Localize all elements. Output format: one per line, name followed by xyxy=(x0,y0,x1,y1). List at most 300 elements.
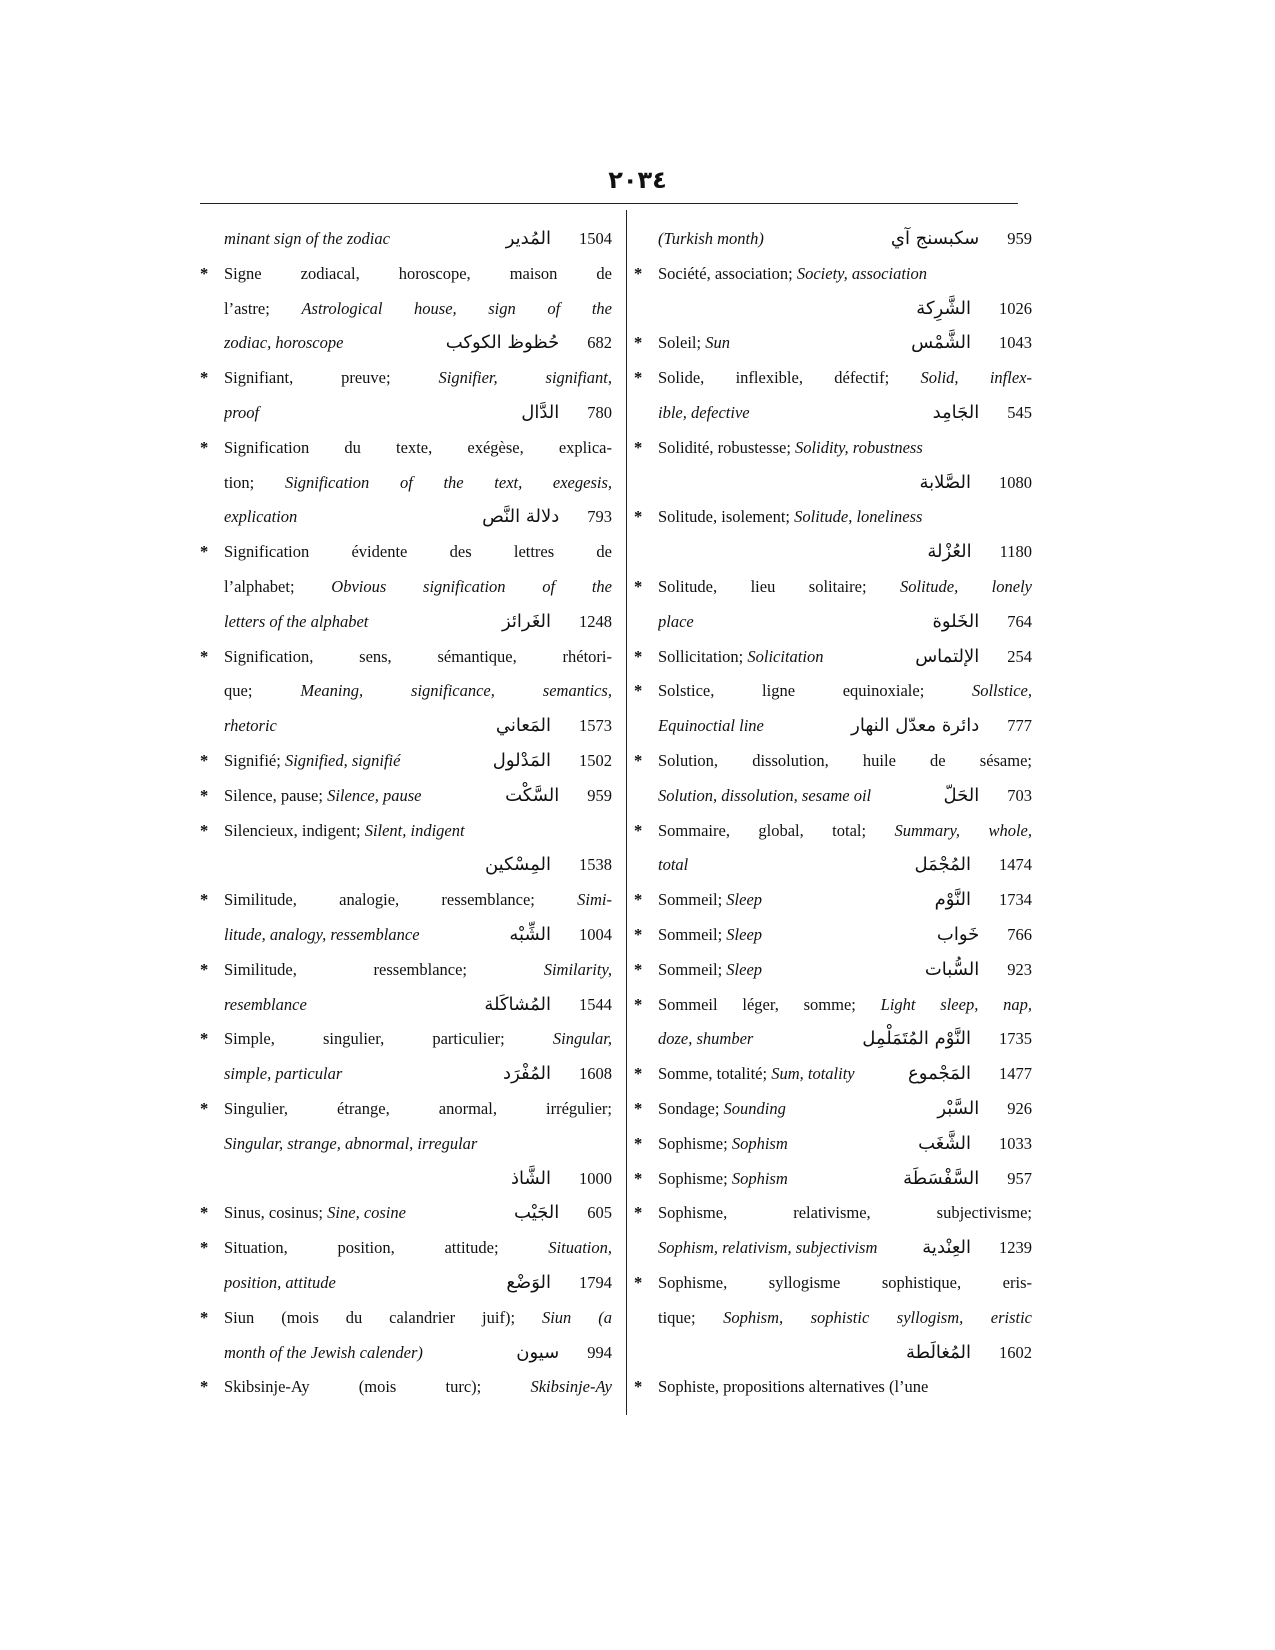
entry-line xyxy=(200,1162,612,1197)
column-divider xyxy=(626,210,627,1415)
entry-text xyxy=(658,848,900,883)
french-text: Siun (mois du calandrier juif); xyxy=(224,1307,542,1327)
english-text: Singular, strange, abnormal, irregular xyxy=(224,1133,478,1153)
french-text: Sommeil; xyxy=(658,924,727,944)
english-text: rhetoric xyxy=(224,716,277,736)
entry-text xyxy=(224,1092,612,1127)
entry-line xyxy=(200,466,612,501)
entry-bullet: * xyxy=(200,785,209,805)
french-text: l’astre; xyxy=(224,298,302,318)
french-text: Sophisme, syllogisme sophistique, eris- xyxy=(658,1272,1032,1292)
entry-line xyxy=(200,1336,612,1371)
arabic-term: الشَّاذ xyxy=(510,1167,551,1189)
arabic-term: المَجْموع xyxy=(908,1063,971,1085)
arabic-term: السَّفْسَطَة xyxy=(903,1167,980,1189)
entry-bullet: * xyxy=(200,263,209,283)
english-text: Sleep xyxy=(726,924,763,944)
english-text: minant sign of the zodiac xyxy=(224,229,390,248)
entry-text xyxy=(658,779,930,814)
entry-line xyxy=(200,396,612,431)
french-text: Sophisme; xyxy=(658,1168,732,1188)
reference-number: 764 xyxy=(1007,611,1032,631)
french-text: Similitude, ressemblance; xyxy=(224,959,544,979)
entry-bullet: * xyxy=(200,1098,209,1118)
entry-line xyxy=(200,640,612,675)
entry-line xyxy=(200,883,612,918)
entry-bullet: * xyxy=(200,368,209,388)
english-text: Sum, totality xyxy=(771,1064,855,1084)
entry-line xyxy=(200,1231,612,1266)
french-text: Solution, dissolution, huile de sésame; xyxy=(658,750,1032,770)
entry-text xyxy=(224,396,507,431)
arabic-term: المُشاكَلة xyxy=(484,993,551,1015)
english-text: Sleep xyxy=(726,890,763,910)
entry-line xyxy=(634,883,1032,918)
english-text: resemblance xyxy=(224,994,307,1014)
entry-bullet: * xyxy=(634,681,643,701)
english-text: Signification of the text, exegesis, xyxy=(284,472,612,492)
entry-line xyxy=(634,1336,1032,1371)
arabic-term: المُجْمَل xyxy=(914,854,971,876)
arabic-term: دلالة النَّص xyxy=(482,506,560,528)
french-text: Sophiste, propositions alternatives (l’une xyxy=(658,1377,929,1397)
entry-text xyxy=(658,1162,889,1197)
reference-number: 1043 xyxy=(999,333,1032,353)
entry-line xyxy=(200,1127,612,1162)
entry-text xyxy=(658,640,901,675)
french-text: Solide, inflexible, défectif; xyxy=(658,368,921,388)
arabic-term: سكبسنج آي xyxy=(890,228,980,249)
entry-line xyxy=(634,814,1032,849)
left-column xyxy=(200,222,612,1405)
english-text: place xyxy=(658,611,694,631)
entry-line xyxy=(200,570,612,605)
french-text: Solitude, lieu solitaire; xyxy=(658,576,900,596)
entry-line xyxy=(634,1370,1032,1405)
english-text: ible, defective xyxy=(658,402,750,422)
entry-line xyxy=(200,222,612,257)
entry-text xyxy=(224,709,482,744)
french-text: Signification évidente des lettres de xyxy=(224,542,612,562)
reference-number: 923 xyxy=(1007,959,1032,979)
arabic-term: الجَامِد xyxy=(932,401,980,423)
entry-bullet: * xyxy=(634,924,643,944)
entry-line xyxy=(200,361,612,396)
english-text: Equinoctial line xyxy=(658,716,764,736)
english-text: Situation, xyxy=(548,1238,612,1258)
entry-line xyxy=(634,570,1032,605)
entry-text xyxy=(224,361,612,396)
english-text: Singular, xyxy=(552,1029,612,1049)
entry-text xyxy=(224,1022,612,1057)
french-text: Sommeil; xyxy=(658,959,727,979)
entry-text xyxy=(658,1057,894,1092)
reference-number: 605 xyxy=(587,1203,612,1223)
arabic-term: الغَرائز xyxy=(501,610,551,632)
french-text: que; xyxy=(224,681,301,701)
english-text: position, attitude xyxy=(224,1272,336,1292)
english-text: Sophism xyxy=(731,1168,788,1188)
entry-bullet: * xyxy=(634,646,643,666)
entry-text xyxy=(658,361,1032,396)
entry-bullet: * xyxy=(634,1203,643,1223)
reference-number: 1538 xyxy=(579,855,612,875)
english-text: simple, particular xyxy=(224,1064,343,1084)
arabic-term: الشَّغَب xyxy=(918,1132,971,1154)
french-text: Sommaire, global, total; xyxy=(658,820,895,840)
entry-text xyxy=(658,257,1032,292)
french-text: Société, association; xyxy=(658,263,797,283)
english-text: Sine, cosine xyxy=(327,1203,406,1223)
english-text: Sollstice, xyxy=(971,681,1032,701)
entry-text xyxy=(224,326,432,361)
header-rule xyxy=(200,203,1018,204)
english-text: explication xyxy=(224,507,298,527)
entry-text xyxy=(658,570,1032,605)
entry-line xyxy=(634,1092,1032,1127)
entry-line xyxy=(634,396,1032,431)
french-text: tique; xyxy=(658,1307,724,1327)
english-text: Society, association xyxy=(796,263,927,283)
english-text: Signifier, signifiant, xyxy=(438,368,612,388)
entry-line xyxy=(200,1022,612,1057)
arabic-term: المُدير xyxy=(505,228,551,249)
arabic-term: الدَّال xyxy=(521,401,560,423)
entry-line xyxy=(200,1301,612,1336)
entry-text xyxy=(224,640,612,675)
arabic-term: الشِّبْه xyxy=(509,923,551,945)
entry-line xyxy=(634,640,1032,675)
reference-number: 1080 xyxy=(999,472,1032,492)
entry-bullet: * xyxy=(634,750,643,770)
arabic-term: الصَّلابة xyxy=(919,471,971,493)
entry-bullet: * xyxy=(200,437,209,457)
reference-number: 1004 xyxy=(579,924,612,944)
entry-line xyxy=(200,674,612,709)
arabic-term: الإلتماس xyxy=(915,645,980,667)
entry-line xyxy=(634,779,1032,814)
reference-number: 1477 xyxy=(999,1064,1032,1084)
entry-text xyxy=(658,744,1032,779)
arabic-term: خَواب xyxy=(936,923,980,945)
english-text: Solid, inflex- xyxy=(920,368,1032,388)
entry-text xyxy=(224,605,488,640)
entry-line xyxy=(634,1057,1032,1092)
entry-line xyxy=(200,1370,612,1405)
entry-bullet: * xyxy=(200,1029,209,1049)
entry-line xyxy=(200,431,612,466)
french-text: Signification, sens, sémantique, rhétori- xyxy=(224,646,612,666)
entry-line xyxy=(634,918,1032,953)
right-column xyxy=(634,222,1032,1405)
entry-line xyxy=(634,744,1032,779)
entry-line xyxy=(634,1022,1032,1057)
entry-text xyxy=(658,709,837,744)
entry-text xyxy=(658,1127,904,1162)
english-text: Skibsinje-Ay xyxy=(530,1377,612,1397)
entry-text xyxy=(658,326,897,361)
entry-text xyxy=(658,1092,923,1127)
french-text: Simple, singulier, particulier; xyxy=(224,1029,553,1049)
entry-line xyxy=(634,257,1032,292)
entry-line xyxy=(200,848,612,883)
entry-bullet: * xyxy=(634,576,643,596)
entry-bullet: * xyxy=(634,959,643,979)
entry-line xyxy=(200,779,612,814)
arabic-term: السَّبْر xyxy=(937,1097,980,1119)
entry-line xyxy=(200,1266,612,1301)
entry-text xyxy=(658,918,923,953)
entry-line xyxy=(200,988,612,1023)
reference-number: 1180 xyxy=(999,542,1032,562)
entry-bullet: * xyxy=(200,820,209,840)
entry-line xyxy=(634,1162,1032,1197)
arabic-term: حُظوظ الكوكب xyxy=(445,332,560,354)
entry-line xyxy=(634,1231,1032,1266)
entry-line xyxy=(200,292,612,327)
entry-line xyxy=(634,709,1032,744)
english-text: Siun (a xyxy=(541,1307,612,1327)
reference-number: 926 xyxy=(1007,1098,1032,1118)
arabic-term: الوَضْع xyxy=(506,1271,551,1293)
reference-number: 1734 xyxy=(999,890,1032,910)
english-text: total xyxy=(658,855,689,875)
entry-text xyxy=(224,466,612,501)
entry-bullet: * xyxy=(200,750,209,770)
entry-bullet: * xyxy=(634,333,643,353)
entry-line xyxy=(200,257,612,292)
reference-number: 1794 xyxy=(579,1272,612,1292)
english-text: doze, shumber xyxy=(658,1029,754,1049)
entry-line xyxy=(634,1196,1032,1231)
french-text: Singulier, étrange, anormal, irrégulier; xyxy=(224,1098,612,1118)
french-text: l’alphabet; xyxy=(224,576,332,596)
entry-text xyxy=(658,814,1032,849)
entry-line xyxy=(634,326,1032,361)
english-text: Sounding xyxy=(723,1098,786,1118)
entry-bullet: * xyxy=(634,1098,643,1118)
entry-bullet: * xyxy=(200,542,209,562)
english-text: (Turkish month) xyxy=(658,229,764,248)
entry-bullet: * xyxy=(634,437,643,457)
english-text: Light sleep, nap, xyxy=(880,994,1032,1014)
english-text: Signified, signifié xyxy=(284,750,401,770)
entry-bullet: * xyxy=(634,1064,643,1084)
arabic-term: المَدْلول xyxy=(492,749,551,771)
entry-line xyxy=(200,814,612,849)
entry-text xyxy=(224,1370,612,1405)
arabic-term: المُفْرَد xyxy=(503,1063,551,1085)
entry-line xyxy=(200,605,612,640)
reference-number: 682 xyxy=(587,333,612,353)
entry-text xyxy=(224,292,612,327)
french-text: Silence, pause; xyxy=(224,785,328,805)
entry-text xyxy=(224,1336,502,1371)
entry-bullet: * xyxy=(200,1203,209,1223)
french-text: Signe zodiacal, horoscope, maison de xyxy=(224,263,612,283)
entry-line xyxy=(200,709,612,744)
entry-text xyxy=(658,1022,848,1057)
reference-number: 1504 xyxy=(579,229,612,248)
entry-text xyxy=(224,500,468,535)
reference-number: 545 xyxy=(1007,402,1032,422)
arabic-term: العِنْدية xyxy=(922,1237,971,1259)
french-text: Signifié; xyxy=(224,750,285,770)
reference-number: 766 xyxy=(1007,924,1032,944)
french-text: Sophisme, relativisme, subjectivisme; xyxy=(658,1203,1032,1223)
entry-text xyxy=(224,814,612,849)
arabic-term: النَّوْم xyxy=(934,889,971,911)
arabic-term: السُّبات xyxy=(924,958,980,980)
entry-text xyxy=(658,222,877,257)
english-text: Sophism, sophistic syllogism, eristic xyxy=(723,1307,1032,1327)
entry-text xyxy=(658,500,1032,535)
entry-line xyxy=(634,674,1032,709)
reference-number: 1608 xyxy=(579,1064,612,1084)
english-text: Astrological house, sign of the xyxy=(301,298,612,318)
french-text: Solitude, isolement; xyxy=(658,507,795,527)
arabic-term: دائرة معدّل النهار xyxy=(851,715,980,737)
entry-bullet: * xyxy=(634,1377,643,1397)
entry-text xyxy=(224,1301,612,1336)
english-text: Silent, indigent xyxy=(364,820,465,840)
entry-line xyxy=(634,361,1032,396)
arabic-term: الحَلّ xyxy=(943,784,980,806)
entry-text xyxy=(224,222,492,257)
english-text: Solicitation xyxy=(747,646,824,666)
french-text: Sophisme; xyxy=(658,1133,732,1153)
entry-bullet: * xyxy=(634,1133,643,1153)
french-text: Situation, position, attitude; xyxy=(224,1238,549,1258)
reference-number: 793 xyxy=(587,507,612,527)
reference-number: 1239 xyxy=(999,1238,1032,1258)
reference-number: 1502 xyxy=(579,750,612,770)
entry-bullet: * xyxy=(634,820,643,840)
entry-bullet: * xyxy=(634,994,643,1014)
reference-number: 1026 xyxy=(999,298,1032,318)
english-text: Solidity, robustness xyxy=(795,437,923,457)
entry-line xyxy=(634,1301,1032,1336)
arabic-term: النَّوْم المُتَمَلْمِل xyxy=(862,1028,971,1050)
french-text: Sollicitation; xyxy=(658,646,748,666)
entry-bullet: * xyxy=(200,959,209,979)
entry-text xyxy=(658,883,921,918)
english-text: Sophism xyxy=(731,1133,788,1153)
english-text: zodiac, horoscope xyxy=(224,333,344,353)
english-text: Similarity, xyxy=(543,959,612,979)
entry-text xyxy=(224,1196,500,1231)
entry-text xyxy=(224,744,479,779)
arabic-term: المَعاني xyxy=(495,715,551,737)
reference-number: 959 xyxy=(1007,229,1032,248)
entry-text xyxy=(658,988,1032,1023)
english-text: Obvious signification of the xyxy=(331,576,612,596)
reference-number: 777 xyxy=(1007,716,1032,736)
french-text: Soleil; xyxy=(658,333,706,353)
entry-line xyxy=(634,605,1032,640)
entry-text xyxy=(224,431,612,466)
entry-text xyxy=(658,674,1032,709)
page-number: ٢٠٣٤ xyxy=(608,166,667,194)
reference-number: 959 xyxy=(587,785,612,805)
arabic-term: سيون xyxy=(516,1341,560,1363)
entry-text xyxy=(224,257,612,292)
arabic-term: المِسْكين xyxy=(484,854,551,876)
entry-bullet: * xyxy=(634,890,643,910)
entry-line xyxy=(634,292,1032,327)
reference-number: 1573 xyxy=(579,716,612,736)
entry-line xyxy=(200,500,612,535)
entry-line xyxy=(634,535,1032,570)
entry-bullet: * xyxy=(200,1307,209,1327)
entry-bullet: * xyxy=(634,507,643,527)
english-text: Sophism, relativism, subjectivism xyxy=(658,1238,878,1258)
french-text: Sinus, cosinus; xyxy=(224,1203,328,1223)
french-text: Signification du texte, exégèse, explica- xyxy=(224,437,612,457)
entry-bullet: * xyxy=(634,1272,643,1292)
reference-number: 1000 xyxy=(579,1168,612,1188)
entry-line xyxy=(634,1266,1032,1301)
french-text: Sommeil léger, somme; xyxy=(658,994,881,1014)
english-text: month of the Jewish calender) xyxy=(224,1342,423,1362)
reference-number: 703 xyxy=(1007,785,1032,805)
reference-number: 1735 xyxy=(999,1029,1032,1049)
entry-bullet: * xyxy=(200,1238,209,1258)
entry-text xyxy=(658,1301,1032,1336)
french-text: Solstice, ligne equinoxiale; xyxy=(658,681,972,701)
entry-text xyxy=(224,1266,492,1301)
entry-text xyxy=(224,535,612,570)
entry-line xyxy=(634,953,1032,988)
english-text: Simi- xyxy=(577,890,612,910)
english-text: Solution, dissolution, sesame oil xyxy=(658,785,872,805)
entry-line xyxy=(634,466,1032,501)
entry-text xyxy=(658,953,911,988)
arabic-term: الشَّرِكة xyxy=(916,297,971,319)
french-text: Skibsinje-Ay (mois turc); xyxy=(224,1377,531,1397)
entry-line xyxy=(634,848,1032,883)
reference-number: 1602 xyxy=(999,1342,1032,1362)
entry-bullet: * xyxy=(200,1377,209,1397)
french-text: Similitude, analogie, ressemblance; xyxy=(224,890,578,910)
reference-number: 994 xyxy=(587,1342,612,1362)
english-text: letters of the alphabet xyxy=(224,611,369,631)
entry-bullet: * xyxy=(634,1168,643,1188)
reference-number: 1033 xyxy=(999,1133,1032,1153)
english-text: Silence, pause xyxy=(327,785,422,805)
english-text: litude, analogy, ressemblance xyxy=(224,924,420,944)
arabic-term: السَّكْت xyxy=(505,784,560,806)
entry-text xyxy=(658,1370,1032,1405)
french-text: Signifiant, preuve; xyxy=(224,368,439,388)
entry-line xyxy=(200,744,612,779)
reference-number: 780 xyxy=(587,402,612,422)
entry-bullet: * xyxy=(200,646,209,666)
entry-text xyxy=(224,918,495,953)
entry-line xyxy=(634,1127,1032,1162)
entry-line xyxy=(200,953,612,988)
entry-text xyxy=(224,883,612,918)
entry-text xyxy=(658,431,1032,466)
arabic-term: المُغالَطة xyxy=(906,1341,971,1363)
arabic-term: الجَيْب xyxy=(514,1202,560,1224)
entry-text xyxy=(224,1057,489,1092)
entry-line xyxy=(634,500,1032,535)
english-text: Sleep xyxy=(726,959,763,979)
entry-text xyxy=(224,570,612,605)
reference-number: 254 xyxy=(1007,646,1032,666)
french-text: Solidité, robustesse; xyxy=(658,437,796,457)
